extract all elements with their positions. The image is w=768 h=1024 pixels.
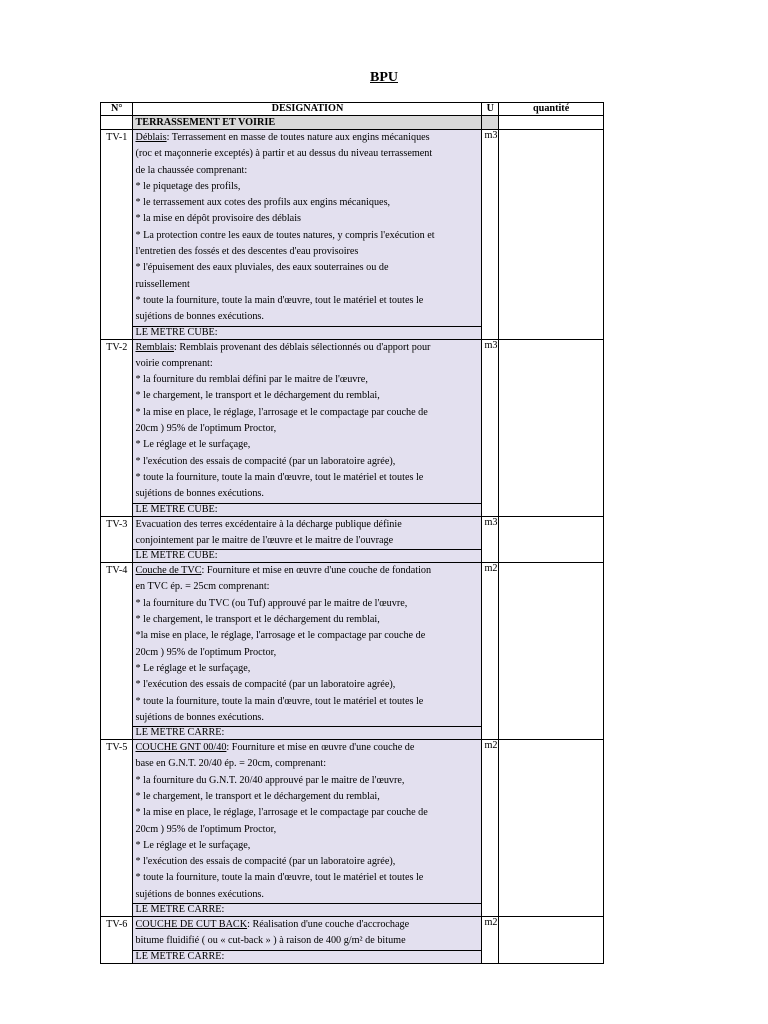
designation-text: 20cm ) 95% de l'optimum Proctor,	[135, 823, 277, 835]
designation-lead: Couche de TVC	[135, 565, 202, 577]
designation-text: * la fourniture du remblai défini par le maitre de l'œuvre,	[135, 374, 368, 386]
designation-text: : Réalisation d'une couche d'accrochage	[247, 919, 410, 931]
designation-line	[135, 340, 479, 356]
designation-text: base en G.N.T. 20/40 ép. = 20cm, comprenant:	[135, 758, 327, 770]
item-designation	[133, 130, 482, 327]
designation-line	[135, 293, 479, 309]
item-designation	[133, 339, 482, 503]
item-row	[101, 339, 604, 503]
item-number: TV-4	[101, 563, 133, 740]
header-designation: DESIGNATION	[133, 103, 482, 116]
item-designation	[133, 740, 482, 904]
item-quantity	[499, 563, 604, 740]
designation-text: * l'exécution des essais de compacité (par un laboratoire agrée),	[135, 455, 396, 467]
designation-line	[135, 854, 479, 870]
designation-text: * l'exécution des essais de compacité (par un laboratoire agrée),	[135, 679, 396, 691]
designation-text: * toute la fourniture, toute la main d'œuvre, tout le matériel et toutes le	[135, 294, 424, 306]
designation-line	[135, 789, 479, 805]
designation-text: * la mise en place, le réglage, l'arrosage et le compactage par couche de	[135, 807, 428, 819]
designation-lead: COUCHE GNT 00/40	[135, 742, 227, 754]
section-row	[101, 116, 604, 130]
designation-line	[135, 356, 479, 372]
unit-label: LE METRE CARRE:	[133, 904, 482, 917]
item-designation	[133, 516, 482, 550]
designation-text: Evacuation des terres excédentaire à la décharge publique définie	[135, 518, 402, 530]
designation-line	[135, 805, 479, 821]
designation-text: * Le réglage et le surfaçage,	[135, 439, 251, 451]
designation-line	[135, 244, 479, 260]
page-title: BPU	[370, 70, 398, 85]
item-row	[101, 516, 604, 550]
item-unit: m3	[482, 516, 499, 563]
item-quantity	[499, 130, 604, 340]
designation-line	[135, 694, 479, 710]
designation-text: * La protection contre les eaux de toutes natures, y compris l'exécution et	[135, 229, 435, 241]
unit-label: LE METRE CUBE:	[133, 326, 482, 339]
designation-line	[135, 628, 479, 644]
designation-text: *la mise en place, le réglage, l'arrosage et le compactage par couche de	[135, 630, 426, 642]
designation-text: * l'épuisement des eaux pluviales, des eaux souterraines ou de	[135, 262, 389, 274]
designation-line	[135, 470, 479, 486]
designation-text: bitume fluidifié ( ou « cut-back » ) à raison de 400 g/m² de bitume	[135, 935, 406, 947]
section-num-cell	[101, 116, 133, 130]
designation-text: sujétions de bonnes exécutions.	[135, 888, 264, 900]
header-n: N°	[101, 103, 133, 116]
designation-text: voirie comprenant:	[135, 357, 213, 369]
header-unit: U	[482, 103, 499, 116]
item-quantity	[499, 917, 604, 964]
designation-line	[135, 388, 479, 404]
designation-line	[135, 563, 479, 579]
item-quantity	[499, 339, 604, 516]
designation-text: : Fourniture et mise en œuvre d'une couche de fondation	[201, 565, 432, 577]
designation-text: : Fourniture et mise en œuvre d'une couche de	[226, 742, 415, 754]
designation-text: * le chargement, le transport et le déchargement du remblai,	[135, 390, 380, 402]
designation-line	[135, 710, 479, 726]
designation-text: * Le réglage et le surfaçage,	[135, 662, 251, 674]
designation-text: * toute la fourniture, toute la main d'œuvre, tout le matériel et toutes le	[135, 872, 424, 884]
unit-label: LE METRE CARRE:	[133, 727, 482, 740]
designation-line	[135, 756, 479, 772]
item-unit: m3	[482, 339, 499, 516]
item-unit: m2	[482, 563, 499, 740]
designation-text: * la mise en dépôt provisoire des déblais	[135, 213, 301, 225]
designation-line	[135, 421, 479, 437]
designation-line	[135, 822, 479, 838]
designation-text: * la fourniture du G.N.T. 20/40 approuvé par le maitre de l'œuvre,	[135, 774, 405, 786]
item-row	[101, 740, 604, 904]
designation-text: * la mise en place, le réglage, l'arrosage et le compactage par couche de	[135, 406, 428, 418]
section-qty-cell	[499, 116, 604, 130]
designation-line	[135, 228, 479, 244]
designation-text: (roc et maçonnerie exceptés) à partir et au dessus du niveau terrassement	[135, 148, 433, 160]
designation-line	[135, 130, 479, 146]
designation-line	[135, 612, 479, 628]
unit-label: LE METRE CUBE:	[133, 503, 482, 516]
designation-line	[135, 454, 479, 470]
designation-text: 20cm ) 95% de l'optimum Proctor,	[135, 423, 277, 435]
designation-text: * Le réglage et le surfaçage,	[135, 839, 251, 851]
designation-lead: Déblais	[135, 132, 167, 143]
designation-line	[135, 517, 479, 533]
designation-line	[135, 260, 479, 276]
designation-line	[135, 405, 479, 421]
designation-text: * toute la fourniture, toute la main d'œuvre, tout le matériel et toutes le	[135, 471, 424, 483]
item-designation	[133, 563, 482, 727]
designation-text: de la chaussée comprenant:	[135, 164, 248, 176]
designation-lead: COUCHE DE CUT BACK	[135, 919, 248, 931]
item-quantity	[499, 516, 604, 563]
designation-text: en TVC ép. = 25cm comprenant:	[135, 581, 270, 593]
designation-line	[135, 163, 479, 179]
designation-text: : Terrassement en masse de toutes nature aux engins mécaniques	[166, 132, 430, 143]
item-number: TV-3	[101, 516, 133, 563]
item-row	[101, 917, 604, 951]
table-header-row	[101, 103, 604, 116]
designation-lead: Remblais	[135, 341, 174, 353]
designation-text: * toute la fourniture, toute la main d'œuvre, tout le matériel et toutes le	[135, 695, 424, 707]
designation-line	[135, 146, 479, 162]
designation-text: * le piquetage des profils,	[135, 180, 241, 192]
designation-text: : Remblais provenant des déblais sélectionnés ou d'apport pour	[173, 341, 431, 353]
designation-line	[135, 309, 479, 325]
section-unit-cell	[482, 116, 499, 130]
designation-text: * le terrassement aux cotes des profils aux engins mécaniques,	[135, 197, 391, 209]
designation-line	[135, 211, 479, 227]
designation-line	[135, 596, 479, 612]
item-unit: m3	[482, 130, 499, 340]
designation-line	[135, 917, 479, 933]
designation-text: l'entretien des fossés et des descentes d'eau provisoires	[135, 246, 359, 258]
item-quantity	[499, 740, 604, 917]
designation-text: 20cm ) 95% de l'optimum Proctor,	[135, 646, 277, 658]
designation-line	[135, 740, 479, 756]
designation-line	[135, 195, 479, 211]
designation-line	[135, 372, 479, 388]
designation-text: * l'exécution des essais de compacité (par un laboratoire agrée),	[135, 856, 396, 868]
designation-line	[135, 661, 479, 677]
item-row	[101, 563, 604, 727]
designation-text: sujétions de bonnes exécutions.	[135, 711, 264, 723]
designation-line	[135, 277, 479, 293]
designation-text: * la fourniture du TVC (ou Tuf) approuvé par le maitre de l'œuvre,	[135, 597, 408, 609]
item-designation	[133, 917, 482, 951]
item-unit: m2	[482, 740, 499, 917]
designation-line	[135, 533, 479, 549]
designation-line	[135, 437, 479, 453]
designation-line	[135, 933, 479, 949]
section-title: TERRASSEMENT ET VOIRIE	[133, 116, 482, 130]
designation-line	[135, 887, 479, 903]
designation-line	[135, 838, 479, 854]
unit-label: LE METRE CUBE:	[133, 550, 482, 563]
item-number: TV-2	[101, 339, 133, 516]
unit-label: LE METRE CARRE:	[133, 950, 482, 963]
designation-line	[135, 579, 479, 595]
item-row	[101, 130, 604, 327]
designation-text: ruissellement	[135, 278, 190, 290]
designation-line	[135, 486, 479, 502]
designation-text: * le chargement, le transport et le déchargement du remblai,	[135, 614, 380, 626]
designation-text: sujétions de bonnes exécutions.	[135, 488, 264, 500]
item-number: TV-6	[101, 917, 133, 964]
designation-line	[135, 870, 479, 886]
item-number: TV-1	[101, 130, 133, 340]
bpu-table	[100, 102, 604, 964]
item-number: TV-5	[101, 740, 133, 917]
designation-text: sujétions de bonnes exécutions.	[135, 311, 264, 323]
designation-line	[135, 773, 479, 789]
designation-text: * le chargement, le transport et le déchargement du remblai,	[135, 790, 380, 802]
header-quantite: quantité	[499, 103, 604, 116]
designation-line	[135, 179, 479, 195]
designation-line	[135, 645, 479, 661]
item-unit: m2	[482, 917, 499, 964]
designation-line	[135, 677, 479, 693]
designation-text: conjointement par le maitre de l'œuvre et le maitre de l'ouvrage	[135, 534, 394, 546]
